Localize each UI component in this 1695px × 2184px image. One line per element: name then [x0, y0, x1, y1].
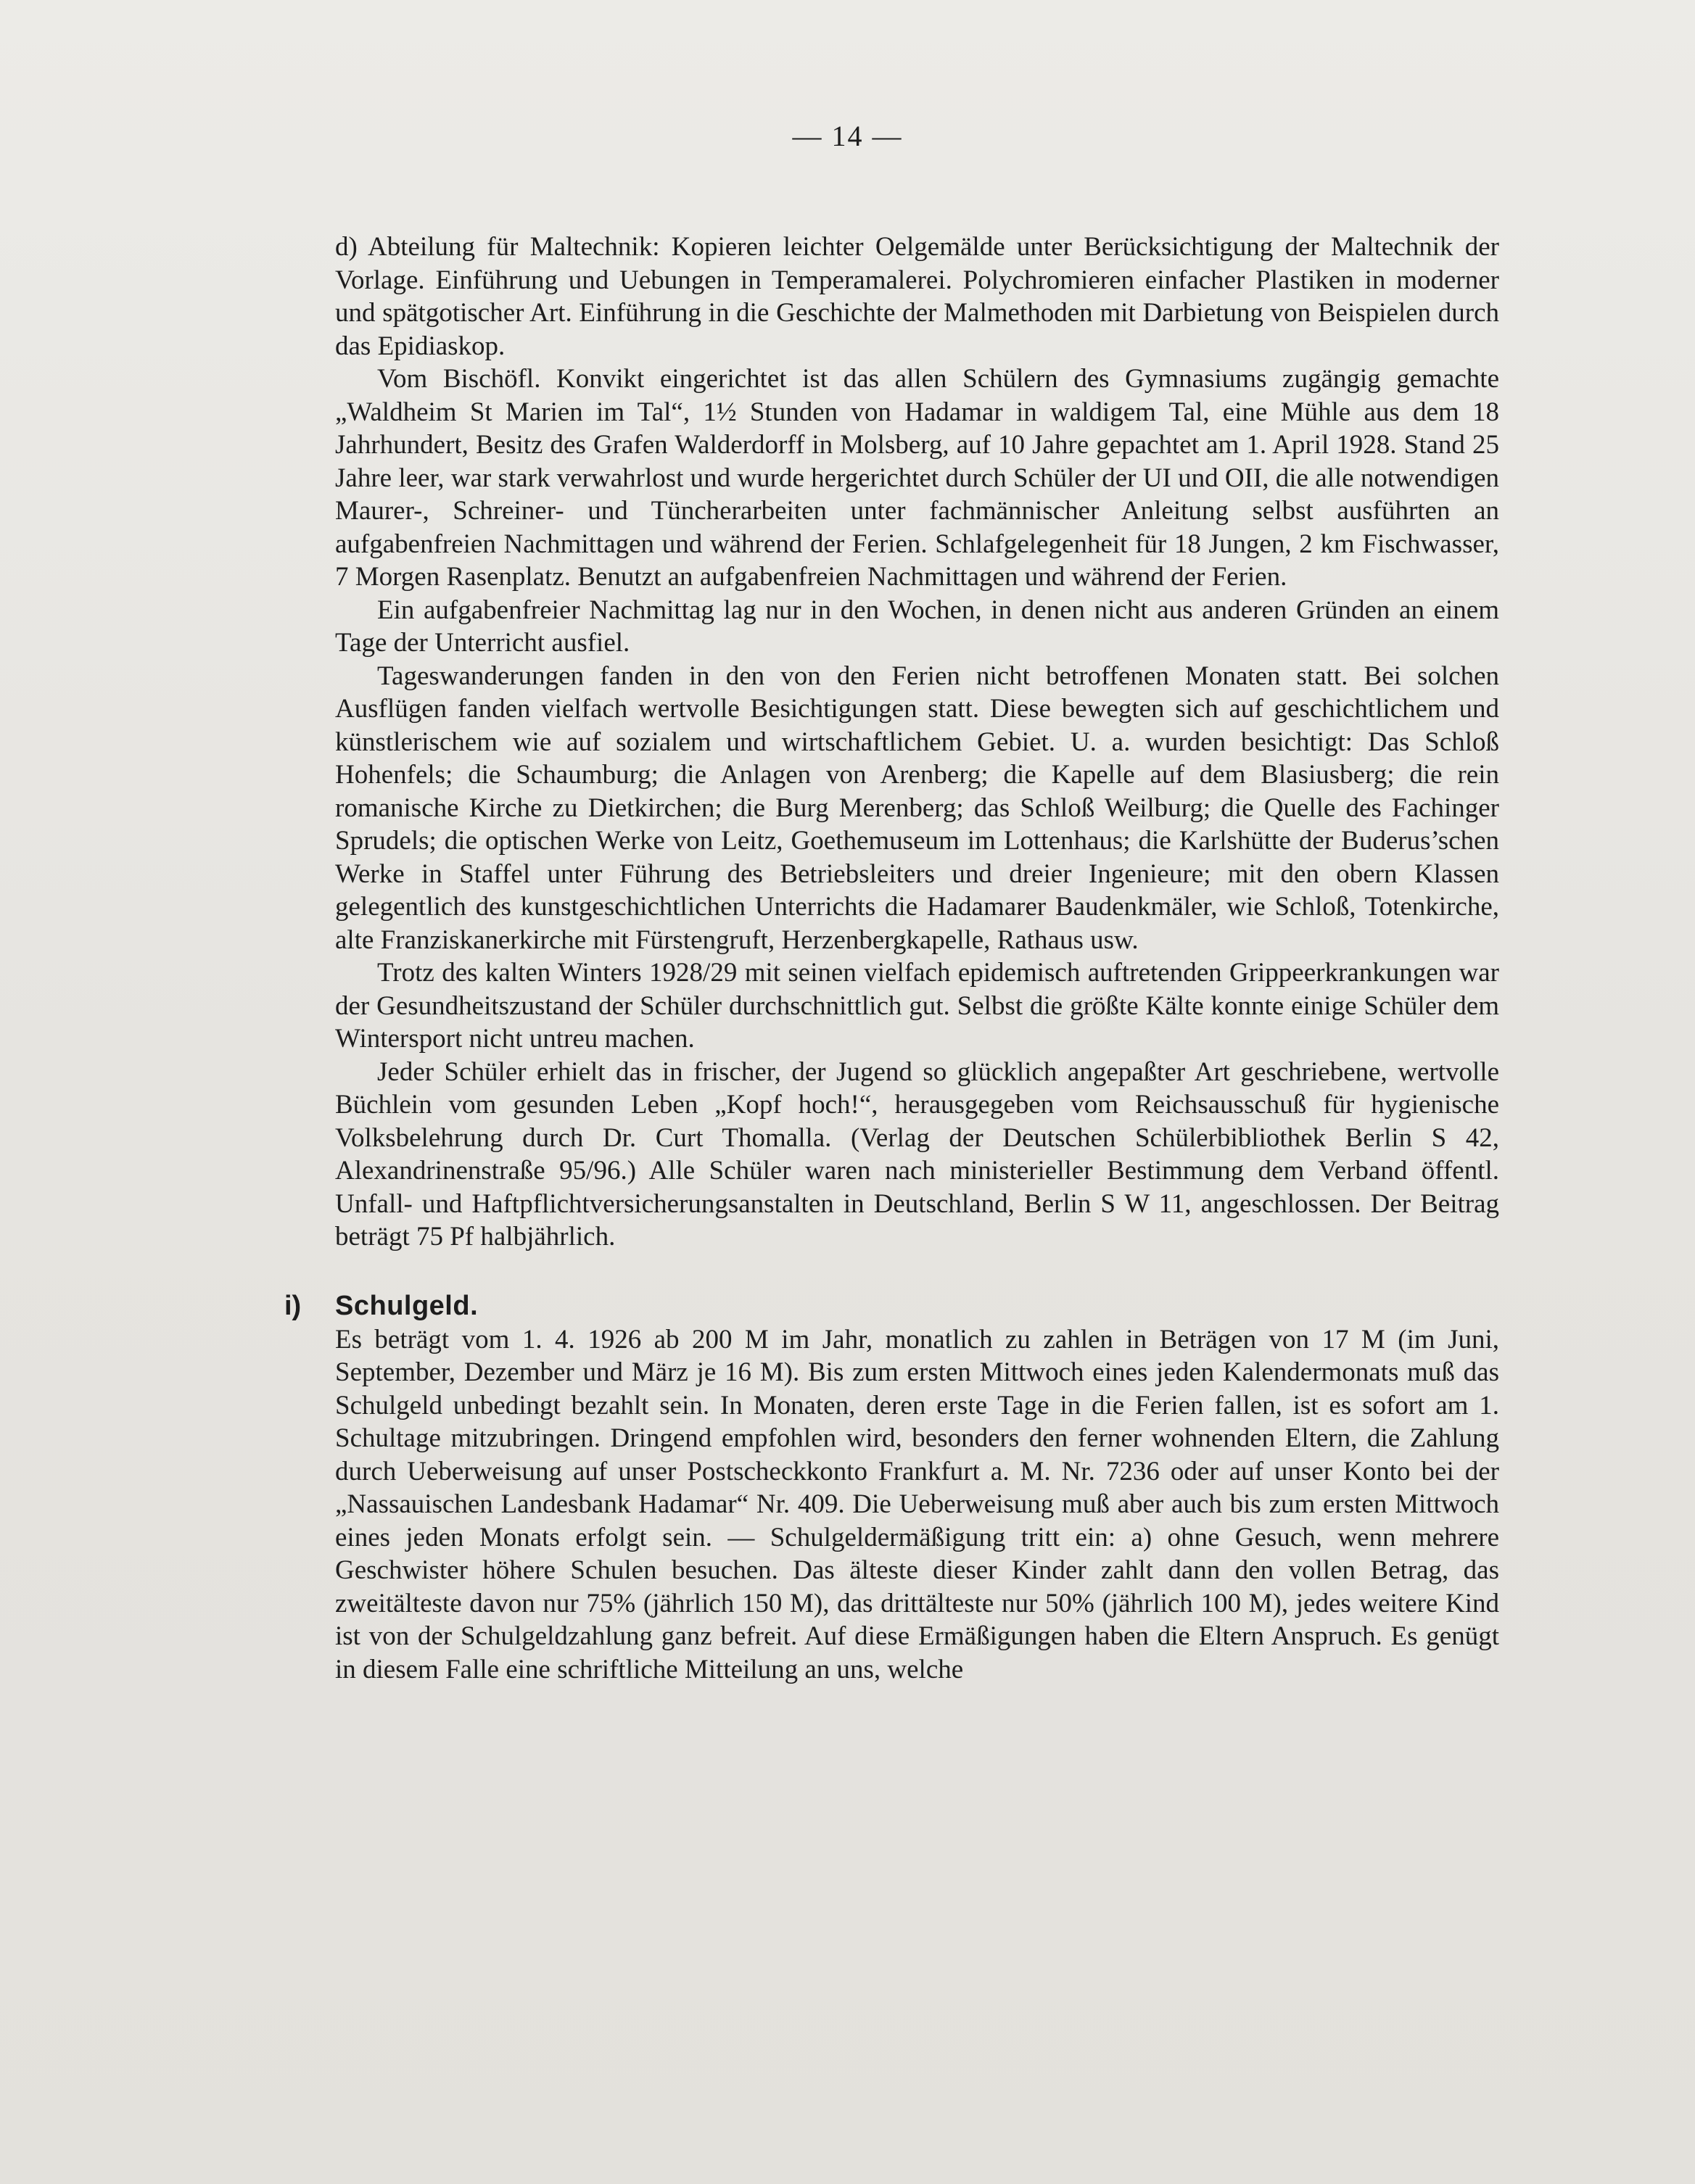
- section-title: Schulgeld.: [335, 1290, 479, 1321]
- section-heading: [284, 1290, 1499, 1323]
- paragraph-schulgeld: Es beträgt vom 1. 4. 1926 ab 200 M im Jahr, monatlich zu zahlen in Beträgen von 17 M (im Juni, September, Dezember und März je 16 M). Bis zum ersten Mittwoch eines jeden Kalendermonats muß das Schulgeld unbedingt bezahlt sein. In Monaten, deren erste Tage in die Ferien fallen, ist es sofort am 1. Schultage mitzubringen. Dringend empfohlen wird, besonders den ferner wohnenden Eltern, die Zahlung durch Ueberweisung auf unser Postscheckkonto Frankfurt a. M. Nr. 7236 oder auf unser Konto bei der „Nassauischen Landesbank Hadamar“ Nr. 409. Die Ueberweisung muß aber auch bis zum ersten Mittwoch eines jeden Monats erfolgt sein. — Schulgeldermäßigung tritt ein: a) ohne Gesuch, wenn mehrere Geschwister höhere Schulen besuchen. Das älteste dieser Kinder zahlt dann den vollen Betrag, das zweitälteste davon nur 75% (jährlich 150 M), das drittälteste nur 50% (jährlich 100 M), jedes weitere Kind ist von der Schulgeldzahlung ganz befreit. Auf diese Ermäßigungen haben die Eltern Anspruch. Es genügt in diesem Falle eine schriftliche Mitteilung an uns, welche: [335, 1324, 1499, 1684]
- paragraph-maltechnik: d) Abteilung für Maltechnik: Kopieren leichter Oelgemälde unter Berücksichtigung der Maltechnik der Vorlage. Einführung und Uebungen in Temperamalerei. Polychromieren einfacher Plastiken in moderner und spätgotischer Art. Einführung in die Geschichte der Malmethoden mit Darbietung von Beispielen durch das Epidiaskop.: [335, 232, 1499, 361]
- paragraph-buechlein: Jeder Schüler erhielt das in frischer, der Jugend so glücklich angepaßter Art geschriebene, wertvolle Büchlein vom gesunden Leben „Kopf hoch!“, herausgegeben vom Reichsausschuß für hygienische Volksbelehrung durch Dr. Curt Thomalla. (Verlag der Deutschen Schülerbibliothek Berlin S 42, Alexandrinenstraße 95/96.) Alle Schüler waren nach ministerieller Bestimmung dem Verband öffentl. Unfall- und Haftpflichtversicherungsanstalten in Deutschland, Berlin S W 11, angeschlossen. Der Beitrag beträgt 75 Pf halbjährlich.: [335, 1056, 1499, 1252]
- page-body: [284, 231, 1499, 1686]
- page-number: — 14 —: [792, 120, 903, 152]
- paragraph-wanderungen: Tageswanderungen fanden in den von den Ferien nicht betroffenen Monaten statt. Bei solchen Ausflügen fanden vielfach wertvolle Besichtigungen statt. Diese bewegten sich auf geschichtlichem und künstlerischem wie auf sozialem und wirtschaftlichem Gebiet. U. a. wurden besichtigt: Das Schloß Hohenfels; die Schaumburg; die Anlagen von Arenberg; die Kapelle auf dem Blasiusberg; die rein romanische Kirche zu Dietkirchen; die Burg Merenberg; das Schloß Weilburg; die Quelle des Fachinger Sprudels; die optischen Werke von Leitz, Goethemuseum im Lottenhaus; die Karlshütte der Buderus’schen Werke in Staffel unter Führung des Betriebsleiters und dreier Ingenieure; mit den obern Klassen gelegentlich des kunstgeschichtlichen Unterrichts die Hadamarer Baudenkmäler, wie Schloß, Totenkirche, alte Franziskanerkirche mit Fürstengruft, Herzenbergkapelle, Rathaus usw.: [335, 661, 1499, 955]
- paragraph-gesundheit: Trotz des kalten Winters 1928/29 mit seinen vielfach epidemisch auftretenden Grippeerkrankungen war der Gesundheitszustand der Schüler durchschnittlich gut. Selbst die größte Kälte konnte einige Schüler dem Wintersport nicht untreu machen.: [335, 958, 1499, 1054]
- paragraph-nachmittag: Ein aufgabenfreier Nachmittag lag nur in den Wochen, in denen nicht aus anderen Gründen an einem Tage der Unterricht ausfiel.: [335, 595, 1499, 658]
- section-label: i): [284, 1290, 302, 1321]
- paragraph-waldheim: Vom Bischöfl. Konvikt eingerichtet ist das allen Schülern des Gymnasiums zugängig gemachte „Waldheim St Marien im Tal“, 1½ Stunden von Hadamar in waldigem Tal, eine Mühle aus dem 18 Jahrhundert, Besitz des Grafen Walderdorff in Molsberg, auf 10 Jahre gepachtet am 1. April 1928. Stand 25 Jahre leer, war stark verwahrlost und wurde hergerichtet durch Schüler der UI und OII, die alle notwendigen Maurer-, Schreiner- und Tüncherarbeiten unter fachmännischer Anleitung selbst ausführten an aufgabenfreien Nachmittagen und während der Ferien. Schlafgelegenheit für 18 Jungen, 2 km Fischwasser, 7 Morgen Rasenplatz. Benutzt an aufgabenfreien Nachmittagen und während der Ferien.: [335, 364, 1499, 592]
